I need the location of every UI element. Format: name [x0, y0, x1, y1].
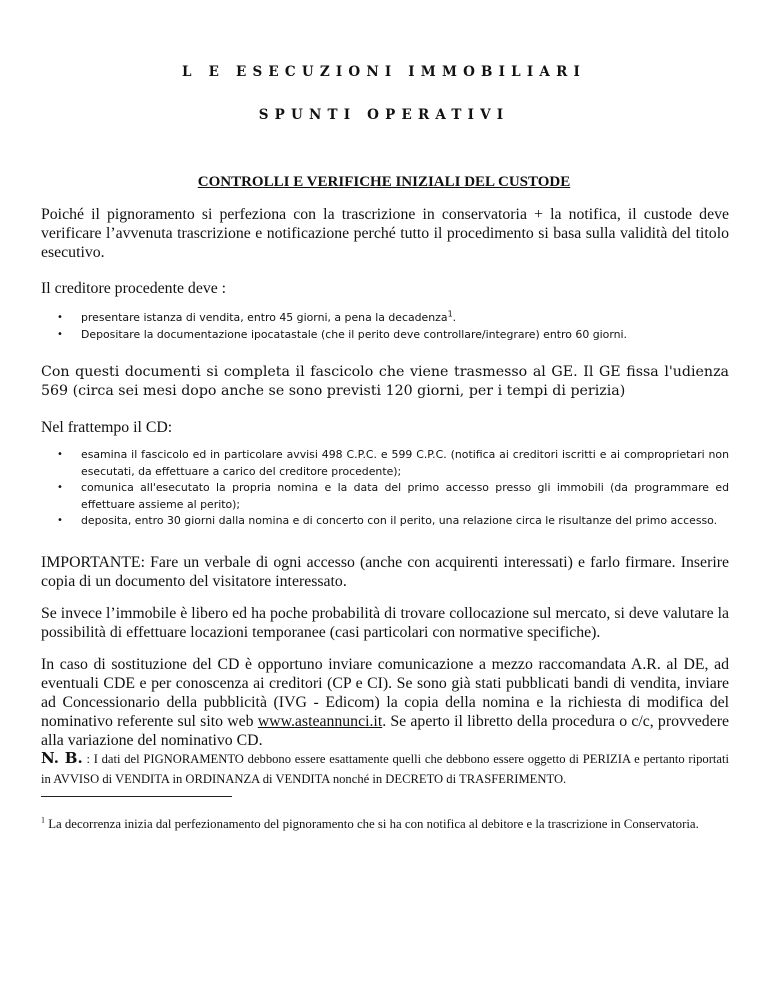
nb-label: N. B. [41, 749, 83, 767]
paragraph-creditor-heading: Il creditore procedente deve : [41, 280, 227, 297]
bullet-icon: • [57, 482, 63, 493]
bullet-icon: • [57, 328, 63, 340]
paragraph-important: IMPORTANTE: Fare un verbale di ogni accesso (anche con acquirenti interessati) e farlo firmare. Inserire copia di un documento del visitatore interessato. [41, 554, 729, 590]
list-item-text: deposita, entro 30 giorni dalla nomina e di concerto con il perito, una relazione circa le risultanze del primo accesso. [81, 514, 718, 527]
footnote-divider [41, 796, 232, 797]
nota-bene [41, 748, 729, 789]
paragraph-fascicolo: Con questi documenti si completa il fascicolo che viene trasmesso al GE. Il GE fissa l'udienza 569 (circa sei mesi dopo anche se sono previsti 120 giorni, per i tempi di perizia) [41, 364, 729, 399]
paragraph-immobile-libero: Se invece l’immobile è libero ed ha poche probabilità di trovare collocazione sul mercato, si deve valutare la possibilità di effettuare locazioni temporanee (casi particolari con normative specifiche). [41, 605, 729, 641]
paragraph-cd-heading: Nel frattempo il CD: [41, 419, 173, 436]
paragraph-intro: Poiché il pignoramento si perfeziona con la trascrizione in conservatoria + la notifica, il custode deve verificare l’avvenuta trascrizione e notificazione perché tutto il procedimento si basa sulla validità del titolo esecutivo. [41, 206, 729, 261]
list-item-text: presentare istanza di vendita, entro 45 giorni, a pena la decadenza [81, 311, 448, 324]
footnote-text: La decorrenza inizia dal perfezionamento del pignoramento che si ha con notifica al debitore e la trascrizione in Conservatoria. [45, 817, 699, 831]
section-title: CONTROLLI E VERIFICHE INIZIALI DEL CUSTODE [197, 174, 571, 190]
bullet-icon: • [57, 449, 63, 460]
document-title: L E ESECUZIONI IMMOBILIARI [181, 64, 586, 80]
bullet-icon: • [57, 312, 63, 323]
list-item-tail: . [452, 311, 457, 324]
list-item-text: Depositare la documentazione ipocatastale (che il perito deve controllare/integrare) entro 60 giorni. [81, 327, 628, 341]
footnote-ref[interactable]: 1 [447, 309, 453, 319]
nb-text: : I dati del PIGNORAMENTO debbono essere esattamente quelli che debbono essere oggetto di PERIZIA e pertanto riportati in AVVISO di VENDITA in ORDINANZA di VENDITA nonché in DECRETO di TRASFERIMENTO. [41, 752, 729, 786]
footnote [41, 812, 729, 836]
list-item [41, 310, 729, 327]
list-item-text: comunica all'esecutato la propria nomina e la data del primo accesso presso gli immobili (da programmare ed effettuare assieme al perito); [81, 481, 729, 511]
cd-duties-list [41, 447, 729, 530]
list-item [41, 327, 729, 344]
list-item [41, 447, 729, 480]
bullet-icon: • [57, 515, 63, 526]
list-item [41, 513, 729, 530]
sostituzione-text-end: . Se aperto il libretto della procedura o c/c, provvedere alla variazione del nominativo CD. [41, 713, 729, 749]
asteannunci-link[interactable]: www.asteannunci.it [257, 713, 383, 730]
list-item [41, 480, 729, 513]
creditor-duties-list [41, 310, 729, 343]
paragraph-sostituzione [41, 655, 729, 750]
footnote-number: 1 [41, 815, 45, 825]
list-item-text: esamina il fascicolo ed in particolare avvisi 498 C.P.C. e 599 C.P.C. (notifica ai creditori iscritti e ai comproprietari non esecutati, da effettuare a carico del creditore procedente); [81, 448, 729, 478]
sostituzione-text: In caso di sostituzione del CD è opportuno inviare comunicazione a mezzo raccomandata A.R. al DE, ad eventuali CDE e per conoscenza ai creditori (CP e CI). Se sono già stati pubblicati bandi di vendita, inviare ad Concessionario della pubblicità (IVG - Edicom) la copia della nomina e la richiesta di modifica del nominativo referente sul sito web [41, 656, 729, 730]
document-subtitle: SPUNTI OPERATIVI [258, 107, 510, 123]
